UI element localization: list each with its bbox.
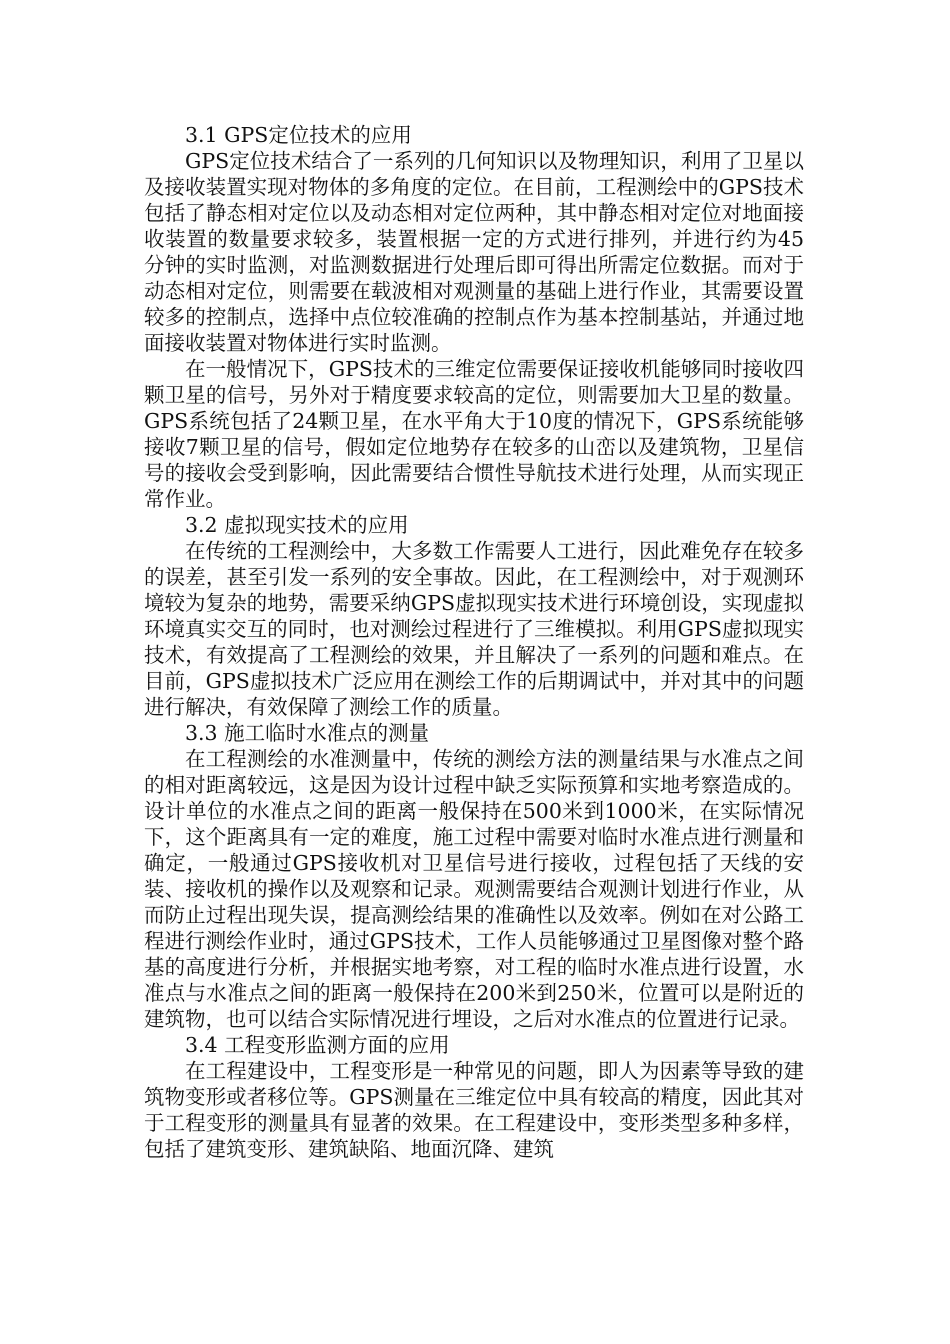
paragraph: 在工程测绘的水准测量中，传统的测绘方法的测量结果与水准点之间的相对距离较远，这是因为设计过程中缺乏实际预算和实地考察造成的。设计单位的水准点之间的距离一般保持在500米到1000米，在实际情况下，这个距离具有一定的难度，施工过程中需要对临时水准点进行测量和确定，一般通过GPS接收机对卫星信号进行接收，过程包括了天线的安装、接收机的操作以及观察和记录。观测需要结合观测计划进行作业，从而防止过程出现失误，提高测绘结果的准确性以及效率。例如在对公路工程进行测绘作业时，通过GPS技术，工作人员能够通过卫星图像对整个路基的高度进行分析，并根据实地考察，对工程的临时水准点进行设置，水准点与水准点之间的距离一般保持在200米到250米，位置可以是附近的建筑物，也可以结合实际情况进行埋设，之后对水准点的位置进行记录。 bbox=[144, 747, 804, 1031]
document-page bbox=[144, 122, 804, 1162]
paragraph: 在传统的工程测绘中，大多数工作需要人工进行，因此难免存在较多的误差，甚至引发一系列的安全事故。因此，在工程测绘中，对于观测环境较为复杂的地势，需要采纳GPS虚拟现实技术进行环境创设，实现虚拟环境真实交互的同时，也对测绘过程进行了三维模拟。利用GPS虚拟现实技术，有效提高了工程测绘的效果，并且解决了一系列的问题和难点。在目前，GPS虚拟技术广泛应用在测绘工作的后期调试中，并对其中的问题进行解决，有效保障了测绘工作的质量。 bbox=[144, 539, 804, 719]
section-heading: 3.4 工程变形监测方面的应用 bbox=[185, 1033, 450, 1057]
paragraph: GPS定位技术结合了一系列的几何知识以及物理知识，利用了卫星以及接收装置实现对物体的多角度的定位。在目前，工程测绘中的GPS技术包括了静态相对定位以及动态相对定位两种，其中静态相对定位对地面接收装置的数量要求较多，装置根据一定的方式进行排列，并进行约为45分钟的实时监测，对监测数据进行处理后即可得出所需定位数据。而对于动态相对定位，则需要在载波相对观测量的基础上进行作业，其需要设置较多的控制点，选择中点位较准确的控制点作为基本控制基站，并通过地面接收装置对物体进行实时监测。 bbox=[144, 149, 804, 355]
paragraph: 在一般情况下，GPS技术的三维定位需要保证接收机能够同时接收四颗卫星的信号，另外对于精度要求较高的定位，则需要加大卫星的数量。GPS系统包括了24颗卫星，在水平角大于10度的情况下，GPS系统能够接收7颗卫星的信号，假如定位地势存在较多的山峦以及建筑物，卫星信号的接收会受到影响，因此需要结合惯性导航技术进行处理，从而实现正常作业。 bbox=[144, 357, 804, 511]
section-heading: 3.2 虚拟现实技术的应用 bbox=[185, 513, 409, 537]
paragraph: 在工程建设中，工程变形是一种常见的问题，即人为因素等导致的建筑物变形或者移位等。GPS测量在三维定位中具有较高的精度，因此其对于工程变形的测量具有显著的效果。在工程建设中，变形类型多种多样，包括了建筑变形、建筑缺陷、地面沉降、建筑 bbox=[144, 1059, 804, 1161]
section-heading: 3.1 GPS定位技术的应用 bbox=[185, 123, 412, 147]
section-heading: 3.3 施工临时水准点的测量 bbox=[185, 721, 430, 745]
